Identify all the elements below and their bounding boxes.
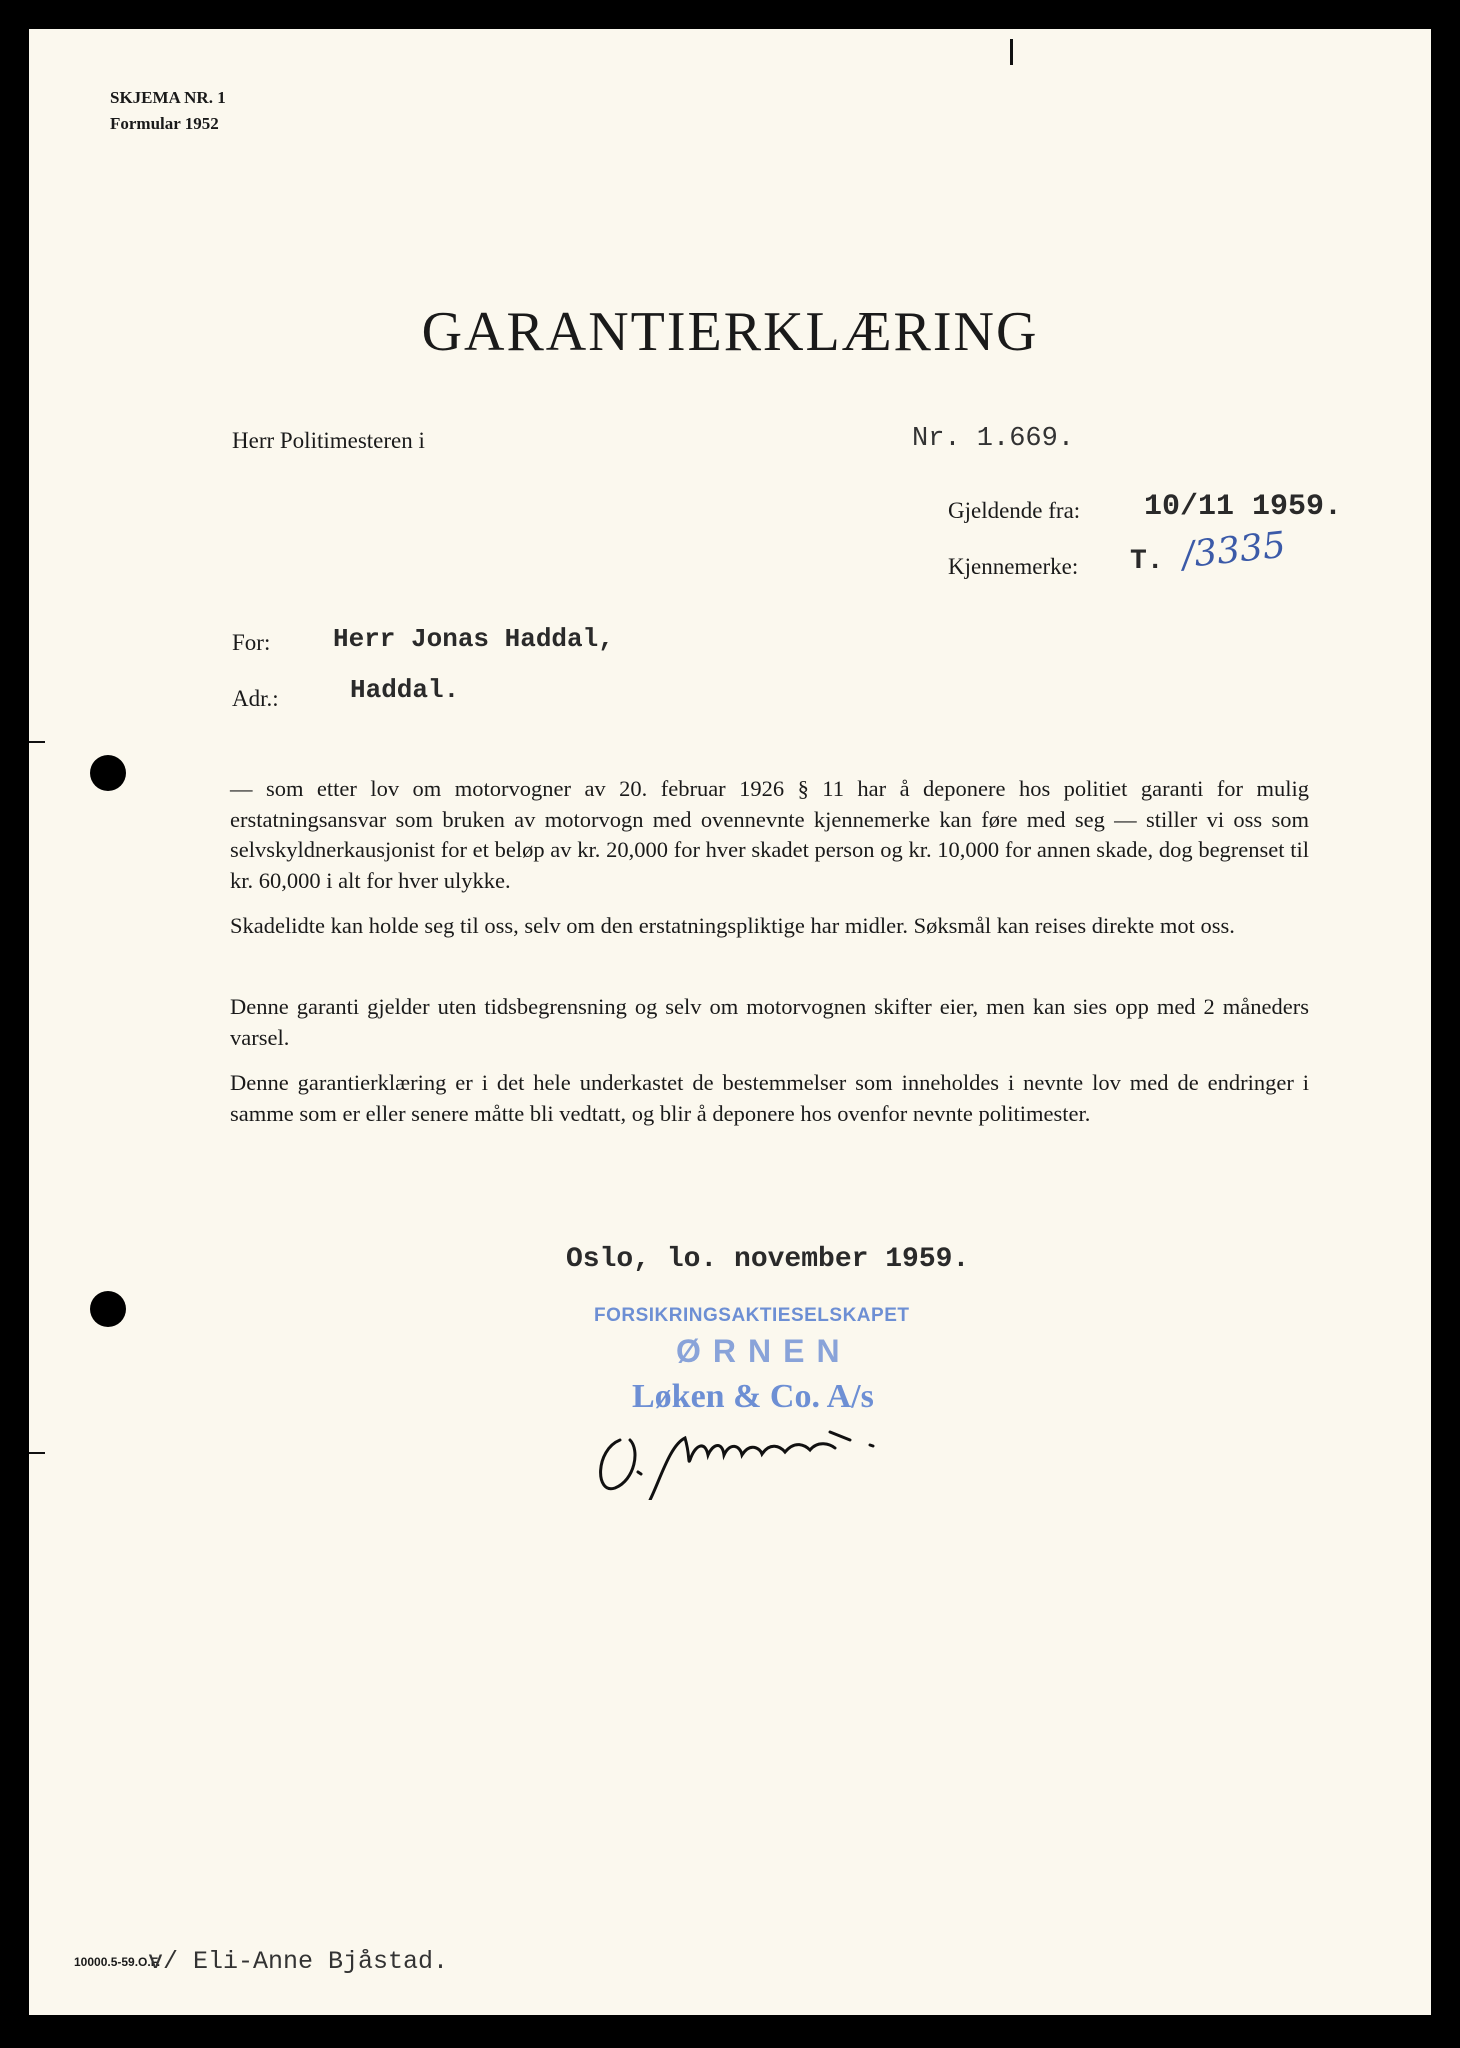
registration-prefix: T. [1130, 546, 1164, 577]
stamp-name: ØRNEN [676, 1333, 852, 1369]
body-paragraph: — som etter lov om motorvogner av 20. februar 1926 § 11 har å deponere hos politiet garanti for mulig erstatningsansvar som bruken av motorvogn med ovennevnte kjennemerke kan føre med seg — stiller vi oss som selvskyldnerkausjonist for et beløp av kr. 20,000 for hver skadet person og kr. 10,000 for annen skade, dog begrenset til kr. 60,000 i alt for hver ulykke. [230, 776, 1309, 893]
valid-from-value: 10/11 1959. [1144, 490, 1343, 524]
document-title: GARANTIERKLÆRING [421, 301, 1039, 363]
edge-mark [29, 741, 45, 743]
valid-from-label: Gjeldende fra: [948, 498, 1081, 523]
body-paragraph: Skadelidte kan holde seg til oss, selv om den erstatningspliktige har midler. Søksmål kan reises direkte mot oss. [230, 913, 1235, 938]
for-value: Herr Jonas Haddal, [333, 624, 614, 654]
stamp-agent: Løken & Co. A/s [632, 1378, 874, 1415]
recipient-label: Herr Politimesteren i [232, 428, 425, 453]
form-version: Formular 1952 [110, 114, 219, 133]
registration-label: Kjennemerke: [948, 554, 1079, 579]
body-paragraph: Denne garanti gjelder uten tidsbegrensning og selv om motorvognen skifter eier, men kan sies opp med 2 måneders varsel. [230, 994, 1309, 1050]
punch-hole [90, 1291, 126, 1327]
address-label: Adr.: [232, 686, 279, 711]
edge-mark [1010, 39, 1013, 65]
form-number: SKJEMA NR. 1 [110, 88, 226, 107]
print-code: 10000.5-59.O.F. [74, 1955, 161, 1969]
document-number: Nr. 1.669. [912, 424, 1075, 454]
signature [590, 1410, 950, 1500]
address-value: Haddal. [350, 675, 460, 705]
typed-note: v/ Eli-Anne Bjåstad. [148, 1947, 449, 1976]
punch-hole [90, 755, 126, 791]
place-date: Oslo, lo. november 1959. [566, 1244, 970, 1275]
stamp-company: FORSIKRINGSAKTIESELSKAPET [594, 1305, 910, 1326]
for-label: For: [232, 630, 271, 655]
registration-handwritten: /3335 [1180, 524, 1288, 577]
body-paragraph: Denne garantierklæring er i det hele underkastet de bestemmelser som inneholdes i nevnte lov med de endringer i samme som er eller senere måtte bli vedtatt, og blir å deponere hos ovenfor nevnte politimester. [230, 1070, 1309, 1126]
edge-mark [29, 1452, 45, 1454]
